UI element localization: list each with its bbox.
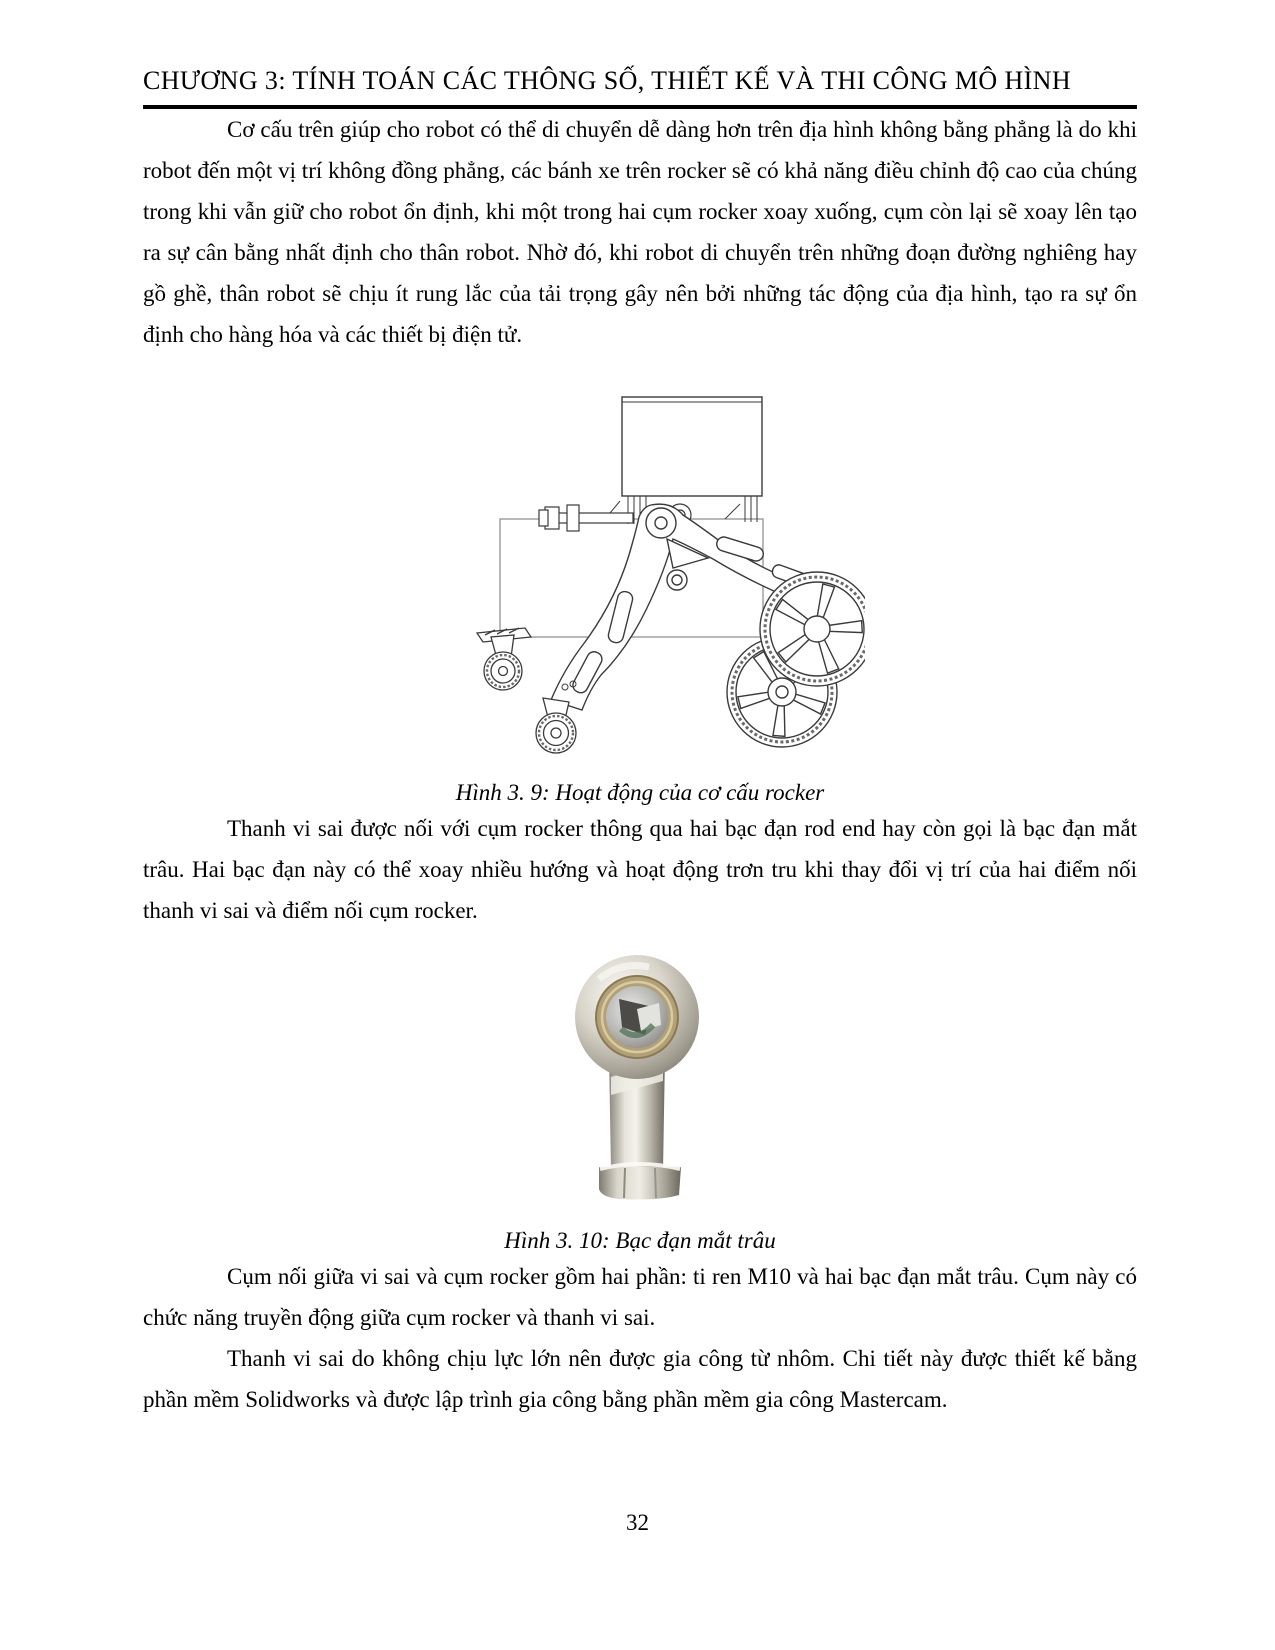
paragraph-machining: Thanh vi sai do không chịu lực lớn nên được gia công từ nhôm. Chi tiết này được thiết kế bằng phần mềm Solidworks và được lập trình gia công bằng phần mềm gia công Mastercam.: [143, 1346, 1137, 1412]
paragraph-rod-end: Thanh vi sai được nối với cụm rocker thông qua hai bạc đạn rod end hay còn gọi là bạc đạn mắt trâu. Hai bạc đạn này có thể xoay nhiều hướng và hoạt động trơn tru khi thay đổi vị trí của hai điểm nối thanh vi sai và điểm nối cụm rocker.: [143, 816, 1137, 923]
bearing-nut: [599, 1164, 681, 1200]
bearing-head: [575, 955, 699, 1079]
paragraph-rocker-explanation: Cơ cấu trên giúp cho robot có thể di chuyển dễ dàng hơn trên địa hình không bằng phẳng là do khi robot đến một vị trí không đồng phẳng, các bánh xe trên rocker sẽ có khả năng điều chỉnh độ cao của chúng trong khi vẫn giữ cho robot ổn định, khi một trong hai cụm rocker xoay xuống, cụm còn lại sẽ xoay lên tạo ra sự cân bằng nhất định cho thân robot. Nhờ đó, khi robot di chuyển trên những đoạn đường nghiêng hay gồ ghề, thân robot sẽ chịu ít rung lắc của tải trọng gây nên bởi những tác động của địa hình, tạo ra sự ổn định cho hàng hóa và các thiết bị điện tử.: [143, 117, 1137, 347]
figure-9-caption: Hình 3. 9: Hoạt động của cơ cấu rocker: [455, 780, 825, 805]
figure-rod-end-bearing: [143, 949, 1137, 1206]
rocker-mechanism-drawing: [415, 369, 865, 761]
figure-10-caption: Hình 3. 10: Bạc đạn mắt trâu: [504, 1228, 776, 1253]
chapter-header: CHƯƠNG 3: TÍNH TOÁN CÁC THÔNG SỐ, THIẾT KẾ VÀ THI CÔNG MÔ HÌNH: [143, 64, 1137, 109]
paragraph-connector-assembly: Cụm nối giữa vi sai và cụm rocker gồm hai phần: ti ren M10 và hai bạc đạn mắt trâu. Cụm này có chức năng truyền động giữa cụm rocker và thanh vi sai.: [143, 1264, 1137, 1330]
drive-wheel-front: [760, 572, 865, 686]
page-number: 32: [626, 1510, 649, 1535]
rod-end-bearing-photo: [537, 949, 743, 1201]
caster-wheel-left: [477, 628, 531, 690]
figure-rocker-mechanism: [143, 369, 1137, 766]
